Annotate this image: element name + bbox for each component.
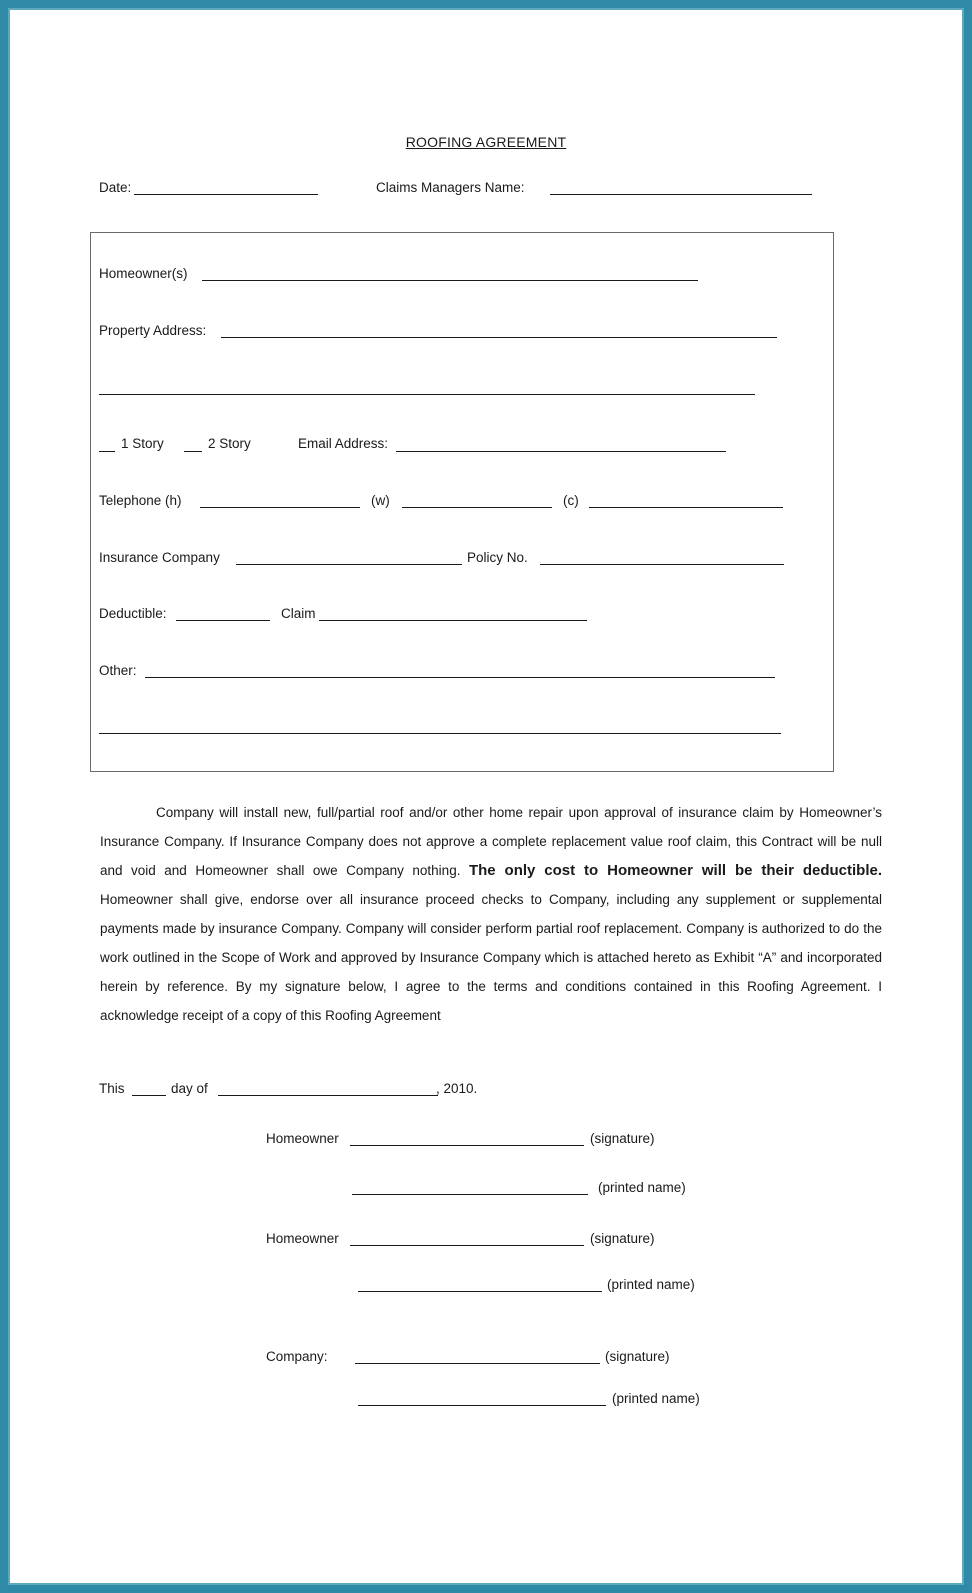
homeowner2-printed-name-field[interactable] — [358, 1291, 602, 1292]
policy-label: Policy No. — [467, 550, 528, 565]
homeowner1-printed-name-label: (printed name) — [598, 1180, 686, 1195]
day-field[interactable] — [132, 1095, 166, 1096]
agreement-bold-text: The only cost to Homeowner will be their deductible. — [468, 862, 882, 879]
telephone-work-field[interactable] — [402, 507, 552, 508]
claims-manager-field[interactable] — [550, 194, 812, 195]
policy-field[interactable] — [540, 564, 784, 565]
telephone-work-label: (w) — [371, 493, 390, 508]
other-line-2[interactable] — [99, 733, 781, 734]
story2-label: 2 Story — [208, 436, 251, 451]
property-address-line-2[interactable] — [99, 394, 755, 395]
story1-label: 1 Story — [121, 436, 164, 451]
homeowners-field[interactable] — [202, 280, 698, 281]
homeowner1-signature-field[interactable] — [350, 1145, 584, 1146]
claims-manager-label: Claims Managers Name: — [376, 180, 525, 195]
document-title: ROOFING AGREEMENT — [405, 134, 567, 150]
agreement-text-2: Homeowner shall give, endorse over all insurance proceed checks to Company, including any supplement or supplemental payments made by insurance Company. Company will consider perform partial roof replacement. Company is authorized to do the work outlined in the Scope of Work and approved by Insurance Company which is attached hereto as Exhibit “A” and incorporated herein by reference. By my signature below, I agree to the terms and conditions contained in this Roofing Agreement. I acknowledge receipt of a copy of this Roofing Agreement — [100, 892, 882, 1023]
homeowner1-printed-name-field[interactable] — [352, 1194, 588, 1195]
homeowner2-signature-label: (signature) — [590, 1231, 655, 1246]
homeowner-info-box — [90, 232, 834, 772]
page-frame — [8, 8, 964, 1585]
other-label: Other: — [99, 663, 137, 678]
telephone-home-field[interactable] — [200, 507, 360, 508]
company-signature-field[interactable] — [355, 1363, 600, 1364]
claim-label: Claim — [281, 606, 316, 621]
homeowner2-printed-name-label: (printed name) — [607, 1277, 695, 1292]
insurance-company-label: Insurance Company — [99, 550, 220, 565]
homeowner1-signature-label: (signature) — [590, 1131, 655, 1146]
this-label: This — [99, 1081, 125, 1096]
claim-field[interactable] — [319, 620, 587, 621]
company-printed-name-field[interactable] — [358, 1405, 606, 1406]
telephone-cell-field[interactable] — [589, 507, 783, 508]
telephone-cell-label: (c) — [563, 493, 579, 508]
telephone-home-label: Telephone (h) — [99, 493, 182, 508]
date-field[interactable] — [134, 194, 318, 195]
other-field[interactable] — [145, 677, 775, 678]
day-of-label: day of — [171, 1081, 208, 1096]
date-label: Date: — [99, 180, 132, 195]
homeowner2-signature-field[interactable] — [350, 1245, 584, 1246]
company-signature-label: (signature) — [605, 1349, 670, 1364]
agreement-paragraph — [100, 798, 882, 1030]
homeowners-label: Homeowner(s) — [99, 266, 188, 281]
month-field[interactable] — [218, 1095, 438, 1096]
agreement-text-1: Company will install new, full/partial roof and/or other home repair upon approval of insurance claim by Homeowner’s Insurance Company. If Insurance Company does not approve a complete replacement value roof claim, this Contract will be null and void and Homeowner shall owe Company nothing. — [100, 805, 882, 878]
homeowner2-label: Homeowner — [266, 1231, 339, 1246]
property-address-label: Property Address: — [99, 323, 207, 338]
property-address-field[interactable] — [221, 337, 777, 338]
company-printed-name-label: (printed name) — [612, 1391, 700, 1406]
story1-checkbox[interactable] — [99, 451, 115, 452]
homeowner1-label: Homeowner — [266, 1131, 339, 1146]
story2-checkbox[interactable] — [184, 451, 202, 452]
year-label: , 2010. — [436, 1081, 478, 1096]
email-field[interactable] — [396, 451, 726, 452]
deductible-label: Deductible: — [99, 606, 167, 621]
company-label: Company: — [266, 1349, 328, 1364]
insurance-company-field[interactable] — [236, 564, 462, 565]
deductible-field[interactable] — [176, 620, 270, 621]
email-label: Email Address: — [298, 436, 389, 451]
